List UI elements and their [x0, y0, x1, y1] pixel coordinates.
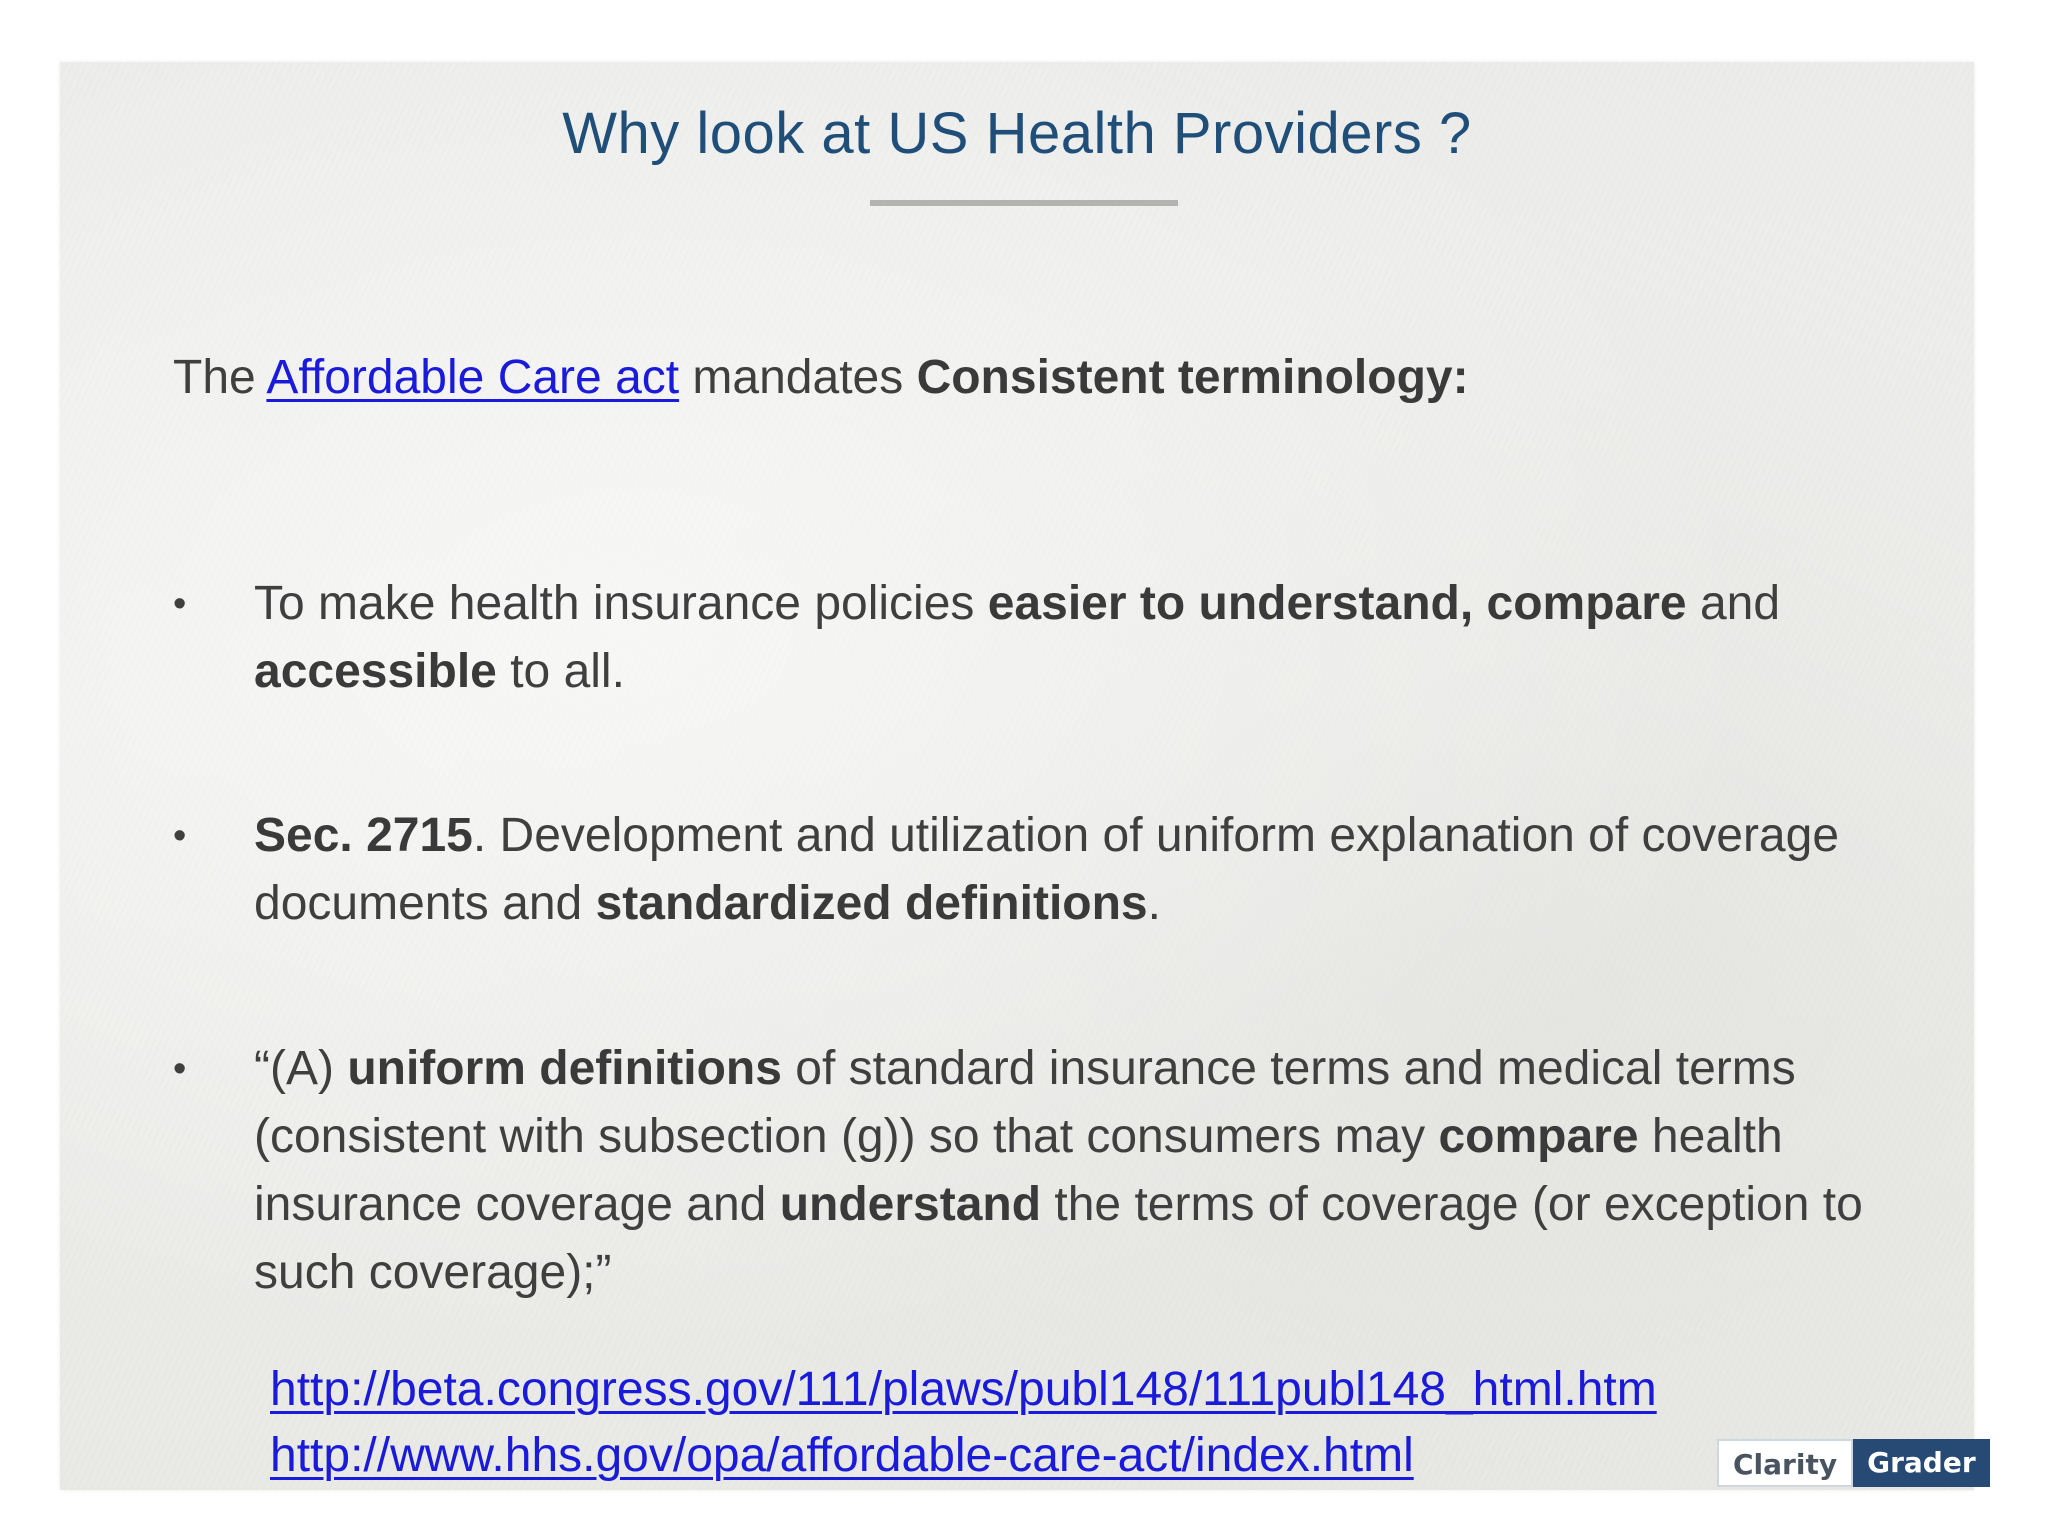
bullet-marker: •: [173, 583, 187, 625]
bullet-text: [254, 570, 1954, 706]
bullet-run-bold: understand: [779, 1178, 1042, 1231]
intro-bold: Consistent terminology:: [916, 351, 1469, 404]
bullet-text: [254, 1035, 1954, 1307]
bullet-run: . Development and utilization of uniform explanation of coverage documents and: [254, 809, 1840, 930]
clarity-grader-logo: [1717, 1439, 1990, 1487]
slide-title: Why look at US Health Providers ?: [562, 101, 1472, 166]
slide: [60, 62, 1974, 1490]
bullet-run-bold: accessible: [254, 645, 497, 698]
bullet-run-bold: Sec. 2715: [254, 809, 473, 862]
affordable-care-act-link[interactable]: Affordable Care act: [266, 351, 680, 404]
bullet-run-bold: uniform definitions: [347, 1042, 782, 1095]
bullet-run: “(A): [254, 1042, 348, 1095]
hhs-gov-link[interactable]: http://www.hhs.gov/opa/affordable-care-act/index.html: [270, 1429, 1414, 1482]
bullet-run-bold: compare: [1438, 1110, 1639, 1163]
intro-middle: mandates: [679, 351, 917, 404]
bullet-run: to all.: [496, 645, 625, 698]
bullet-run: and: [1686, 577, 1781, 630]
bullet-run: .: [1147, 877, 1161, 930]
bullet-run: To make health insurance policies: [254, 577, 988, 630]
bullet-marker: •: [173, 815, 187, 857]
congress-gov-link[interactable]: http://beta.congress.gov/111/plaws/publ148/111publ148_html.htm: [270, 1363, 1657, 1416]
title-divider: [870, 200, 1178, 206]
bullet-run: of standard insurance terms and medical terms (consistent with subsection (g)) so that consumers may: [254, 1042, 1796, 1163]
bullet-run-bold: easier to understand, compare: [987, 577, 1687, 630]
bullet-run: health insurance coverage and: [254, 1110, 1783, 1231]
bullet-text: [254, 802, 1954, 938]
bullet-run-bold: standardized definitions: [595, 877, 1148, 930]
logo-grader-text: Grader: [1853, 1439, 1990, 1487]
reference-links: [270, 1357, 1657, 1489]
bullet-run: the terms of coverage (or exception to such coverage);”: [254, 1178, 1863, 1299]
intro-prefix: The: [173, 351, 267, 404]
intro-line: [173, 346, 1469, 410]
logo-clarity-text: Clarity: [1717, 1439, 1853, 1487]
bullet-marker: •: [173, 1048, 187, 1090]
